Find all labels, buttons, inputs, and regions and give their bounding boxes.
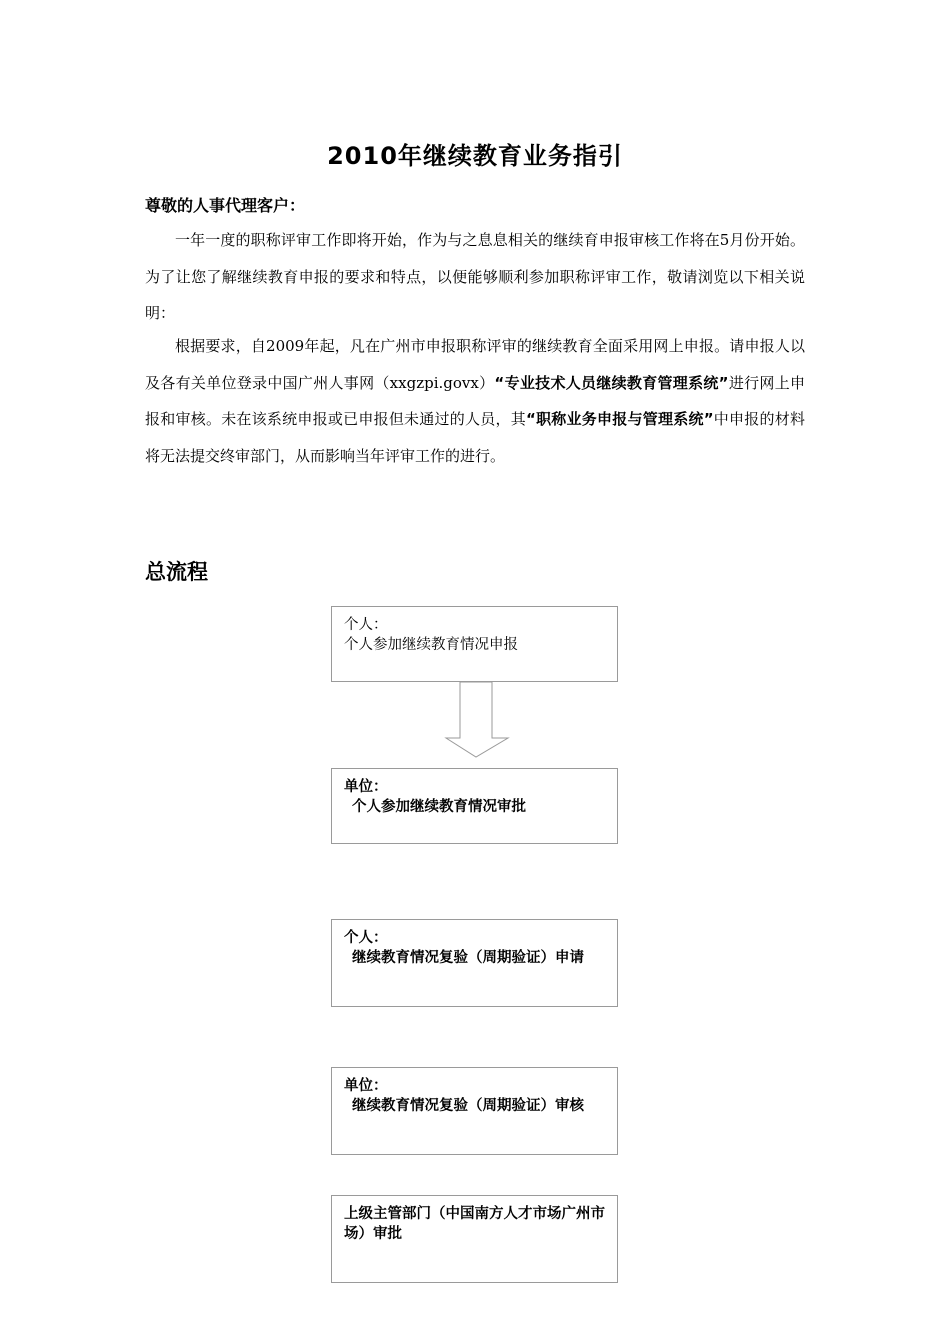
- document-title: 2010年继续教育业务指引: [327, 142, 623, 170]
- requirements-text-2: 进行网上申报和审核。未在该系统申报或已申报但未通过的人员，其: [145, 373, 805, 428]
- flow-step-text: 继续教育情况复验（周期验证）申请: [352, 950, 584, 966]
- flow-step-unit-approval: [331, 768, 618, 844]
- flow-step-unit-recheck-review: [331, 1067, 618, 1155]
- flow-step-text: 个人参加继续教育情况审批: [352, 799, 526, 815]
- section-title-flow: 总流程: [145, 560, 208, 584]
- flow-step-individual-declaration: [331, 606, 618, 682]
- flow-step-text: 继续教育情况复验（周期验证）审核: [352, 1098, 584, 1114]
- flow-step-role: 单位：: [344, 779, 388, 795]
- greeting: 尊敬的人事代理客户：: [145, 196, 306, 215]
- flow-step-role: 个人：: [344, 617, 388, 633]
- down-arrow-icon: [444, 682, 510, 758]
- system-name-continuing-education: “专业技术人员继续教育管理系统”: [494, 373, 729, 392]
- flow-step-text: 个人参加继续教育情况申报: [344, 637, 518, 653]
- requirements-text-1: 根据要求，自2009年起，凡在广州市申报职称评审的继续教育全面采用网上申报。请申报人以及各有关单位登录中国广州人事网（xxgzpi.govx）: [145, 337, 805, 392]
- flow-step-role: 单位：: [344, 1078, 388, 1094]
- flow-step-individual-recheck-application: [331, 919, 618, 1007]
- flow-step-text: 上级主管部门（中国南方人才市场广州市场）审批: [344, 1206, 605, 1242]
- requirements-text-3: 中申报的材料将无法提交终审部门，从而影响当年评审工作的进行。: [145, 410, 805, 465]
- system-name-title-declaration: “职称业务申报与管理系统”: [525, 410, 714, 428]
- requirements-paragraph: [145, 328, 805, 474]
- flow-step-role: 个人：: [344, 930, 388, 946]
- intro-paragraph: 一年一度的职称评审工作即将开始，作为与之息息相关的继续育申报审核工作将在5月份开始。为了让您了解继续教育申报的要求和特点，以便能够顺利参加职称评审工作，敬请浏览以下相关说明：: [145, 231, 805, 322]
- flow-step-superior-department-approval: [331, 1195, 618, 1283]
